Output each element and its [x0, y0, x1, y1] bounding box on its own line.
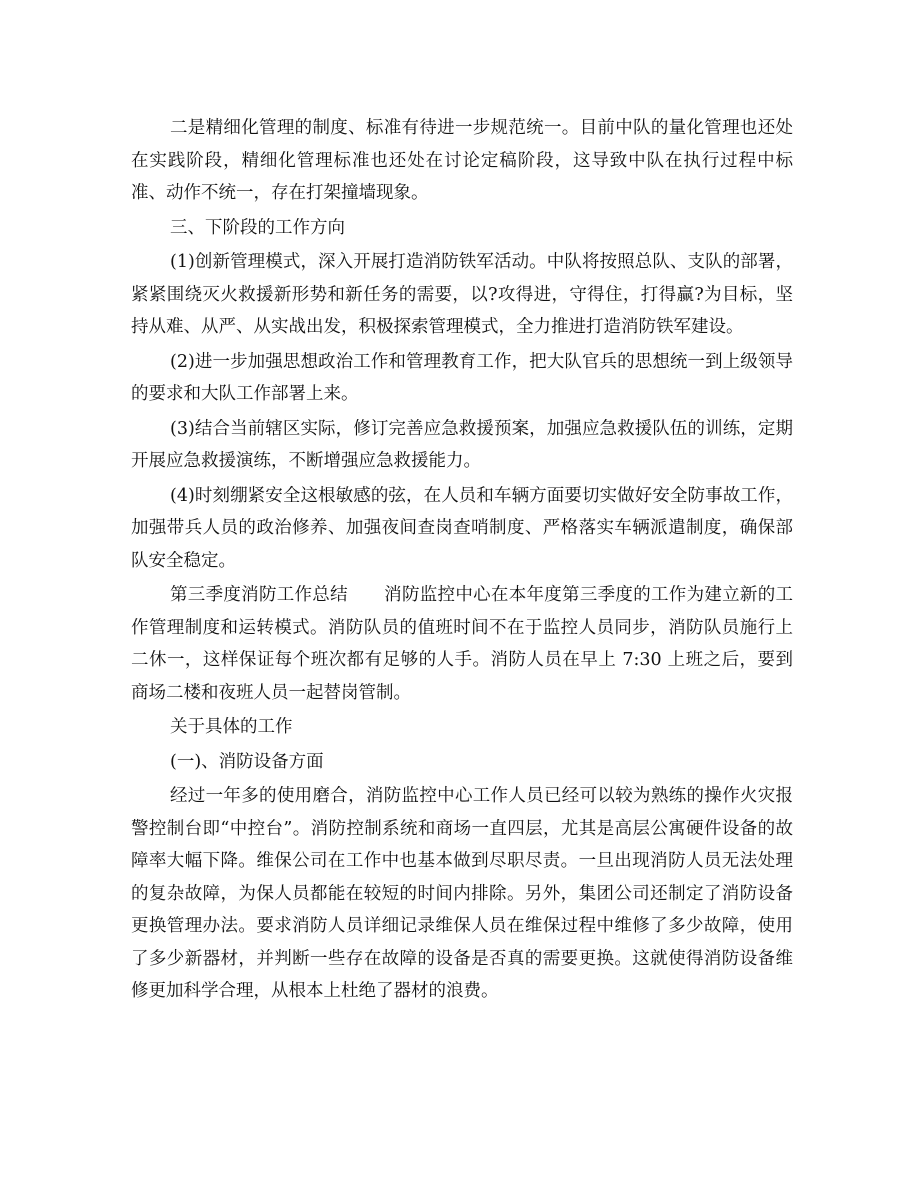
section-heading-next-stage: 三、下阶段的工作方向 — [170, 217, 345, 238]
paragraph-issue-two: 二是精细化管理的制度、标准有待进一步规范统一。目前中队的量化管理也还处在实践阶段，精细化管理标准也还处在讨论定稿阶段，这导致中队在执行过程中标准、动作不统一，存在打架撞墙现象。 — [131, 118, 793, 203]
document-body — [131, 112, 793, 1008]
summary-title: 第三季度消防工作总结 — [170, 585, 348, 605]
paragraph-fire-equipment: 经过一年多的使用磨合，消防监控中心工作人员已经可以较为熟练的操作火灾报警控制台即“中控台”。消防控制系统和商场一直四层，尤其是高层公寓硬件设备的故障率大幅下降。维保公司在工作中也基本做到尽职尽责。一旦出现消防人员无法处理的复杂故障，为保人员都能在较短的时间内排除。另外，集团公司还制定了消防设备更换管理办法。要求消防人员详细记录维保人员在维保过程中维修了多少故障，使用了多少新器材，并判断一些存在故障的设备是否真的需要更换。这就使得消防设备维修更加科学合理，从根本上杜绝了器材的浪费。 — [131, 786, 793, 1001]
paragraph-item-2: (2)进一步加强思想政治工作和管理教育工作，把大队官兵的思想统一到上级领导的要求和大队工作部署上来。 — [131, 351, 793, 404]
paragraph-item-1: (1)创新管理模式，深入开展打造消防铁军活动。中队将按照总队、支队的部署，紧紧围绕灭火救援新形势和新任务的需要，以?攻得进，守得住，打得赢?为目标，坚持从难、从严、从实战出发，积极探索管理模式，全力推进打造消防铁军建设。 — [131, 252, 793, 337]
summary-body: 消防监控中心在本年度第三季度的工作为建立新的工作管理制度和运转模式。消防队员的值班时间不在于监控人员同步，消防队员施行上二休一，这样保证每个班次都有足够的人手。消防人员在早上 7:30 上班之后，要到商场二楼和夜班人员一起替岗管制。 — [131, 585, 794, 703]
heading-fire-equipment: (一)、消防设备方面 — [170, 751, 324, 772]
paragraph-item-3: (3)结合当前辖区实际，修订完善应急救援预案，加强应急救援队伍的训练，定期开展应急救援演练，不断增强应急救援能力。 — [131, 418, 793, 471]
heading-specific-work: 关于具体的工作 — [170, 717, 293, 737]
paragraph-item-4: (4)时刻绷紧安全这根敏感的弦，在人员和车辆方面要切实做好安全防事故工作，加强带兵人员的政治修养、加强夜间查岗查哨制度、严格落实车辆派遣制度，确保部队安全稳定。 — [131, 485, 793, 571]
paragraph-q3-summary — [131, 579, 793, 709]
